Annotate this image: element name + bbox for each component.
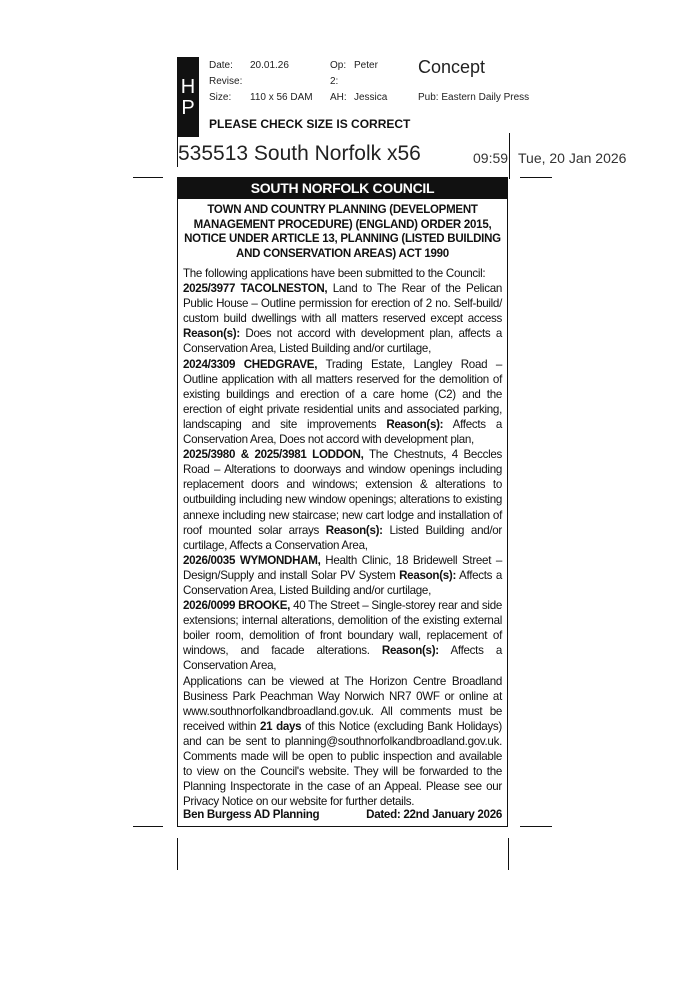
crop-mark-left-top: [133, 177, 163, 178]
op-label: Op:: [330, 60, 347, 71]
job-title: 535513 South Norfolk x56: [178, 142, 421, 165]
reason-text: Affects a Conservation Area, Listed Building and/or curtilage,: [183, 568, 502, 597]
application-desc: The Chestnuts, 4 Beccles Road – Alterations to doorways and window openings including replacement doors and windows; extension & alterations to outbuilding including new window openings; alterations to existing annexe including new staircase; new cart lodge and installation of roof mounted solar arrays: [183, 448, 502, 537]
reason-label: Reason(s):: [325, 523, 383, 537]
reason-text: Listed Building and/or curtilage, Affects a Conservation Area,: [183, 523, 502, 552]
publication: Pub: Eastern Daily Press: [418, 92, 530, 103]
notice-body: [178, 261, 507, 809]
reason-text: Affects a Conservation Area, Does not accord with development plan,: [183, 417, 502, 447]
application-item: [183, 447, 502, 553]
op-value: Peter: [354, 60, 378, 71]
size-label: Size:: [209, 92, 232, 103]
application-ref: 2024/3309 CHEDGRAVE,: [183, 357, 318, 371]
application-desc: Trading Estate, Langley Road – Outline application with all matters reserved for the demolition of existing buildings and erection of a care home (C2) and the erection of eight private residential units and associated parking, landscaping and site improvements: [183, 357, 503, 431]
crop-mark-left-bottom: [133, 826, 163, 827]
op2-value: 2:: [330, 76, 339, 87]
revise-label: Revise:: [209, 76, 243, 87]
check-size-notice: PLEASE CHECK SIZE IS CORRECT: [209, 117, 411, 131]
planning-notice: [177, 177, 508, 827]
reason-text: Does not accord with development plan, affects a Conservation Area, Listed Building and/or curtilage,: [183, 327, 502, 356]
crop-mark-bottom-right: [508, 838, 509, 870]
concept-label: Concept: [418, 57, 486, 77]
reason-label: Reason(s):: [381, 644, 439, 658]
reason-label: Reason(s):: [183, 327, 240, 341]
notice-title: SOUTH NORFOLK COUNCIL: [178, 178, 507, 199]
closing-text-post: of this Notice (excluding Bank Holidays) and can be sent to planning@southnorfolkandbroadland.gov.uk. Comments made will be open to public inspection and available to view on the Council's website. They will be forwarded to the Planning Inspectorate in the case of an Appeal. Please see our Privacy Notice on our website for further details.: [183, 719, 502, 809]
header-divider: [509, 133, 510, 179]
application-item: [183, 553, 502, 598]
notice-intro: The following applications have been submitted to the Council:: [183, 267, 486, 280]
size-value: 110 x 56 DAM: [250, 92, 313, 103]
comment-period: 21 days: [259, 719, 302, 733]
reason-text: Affects a Conservation Area,: [183, 644, 502, 673]
application-desc: Land to The Rear of the Pelican Public House – Outline permission for erection of 2 no. Self-build/ custom build dwellings with all matters reserved except access: [183, 282, 502, 326]
application-item: [183, 357, 502, 448]
application-ref: 2026/0035 WYMONDHAM,: [183, 553, 321, 567]
date-label: Date:: [209, 60, 233, 71]
reason-label: Reason(s):: [386, 417, 444, 431]
ah-label: AH:: [330, 92, 347, 103]
application-desc: 40 The Street – Single-storey rear and side extensions; internal alterations, demolition of the existing external boiler room, demolition of front boundary wall, replacement of windows, and facade alterations.: [183, 599, 502, 658]
hp-logo-box: [177, 57, 199, 137]
closing-text-pre: Applications can be viewed at The Horizon Centre Broadland Business Park Peachman Way Norwich NR7 0WF or online at www.southnorfolkandbroadland.gov.uk. All comments must be received within: [183, 674, 502, 733]
closing-paragraph: [183, 674, 502, 810]
application-item: [183, 281, 502, 356]
application-ref: 2026/0099 BROOKE,: [183, 599, 291, 613]
reason-label: Reason(s):: [399, 568, 457, 582]
application-ref: 2025/3980 & 2025/3981 LODDON,: [183, 448, 364, 462]
application-ref: 2025/3977 TACOLNESTON,: [183, 282, 328, 296]
crop-mark-bottom-left: [177, 838, 178, 870]
application-item: [183, 598, 502, 673]
application-desc: Health Clinic, 18 Bridewell Street – Design/Supply and install Solar PV System: [183, 553, 503, 582]
notice-footer: [183, 808, 502, 821]
crop-mark-right-bottom: [520, 826, 552, 827]
date-value: 20.01.26: [250, 60, 289, 71]
hp-letter-h: H: [180, 76, 196, 98]
time-stamp: 09:59: [473, 150, 509, 166]
crop-mark-top-left: [177, 137, 178, 167]
signatory: Ben Burgess AD Planning: [183, 808, 320, 821]
crop-mark-right-top: [520, 177, 552, 178]
date-stamp: Tue, 20 Jan 2026: [518, 150, 627, 166]
ah-value: Jessica: [354, 92, 388, 103]
hp-letter-p: P: [181, 97, 195, 119]
notice-subtitle: TOWN AND COUNTRY PLANNING (DEVELOPMENT MANAGEMENT PROCEDURE) (ENGLAND) ORDER 2015, NOTICE UNDER ARTICLE 13, PLANNING (LISTED BUILDING AND CONSERVATION AREAS) ACT 1990: [184, 204, 501, 260]
notice-date: Dated: 22nd January 2026: [366, 808, 502, 821]
